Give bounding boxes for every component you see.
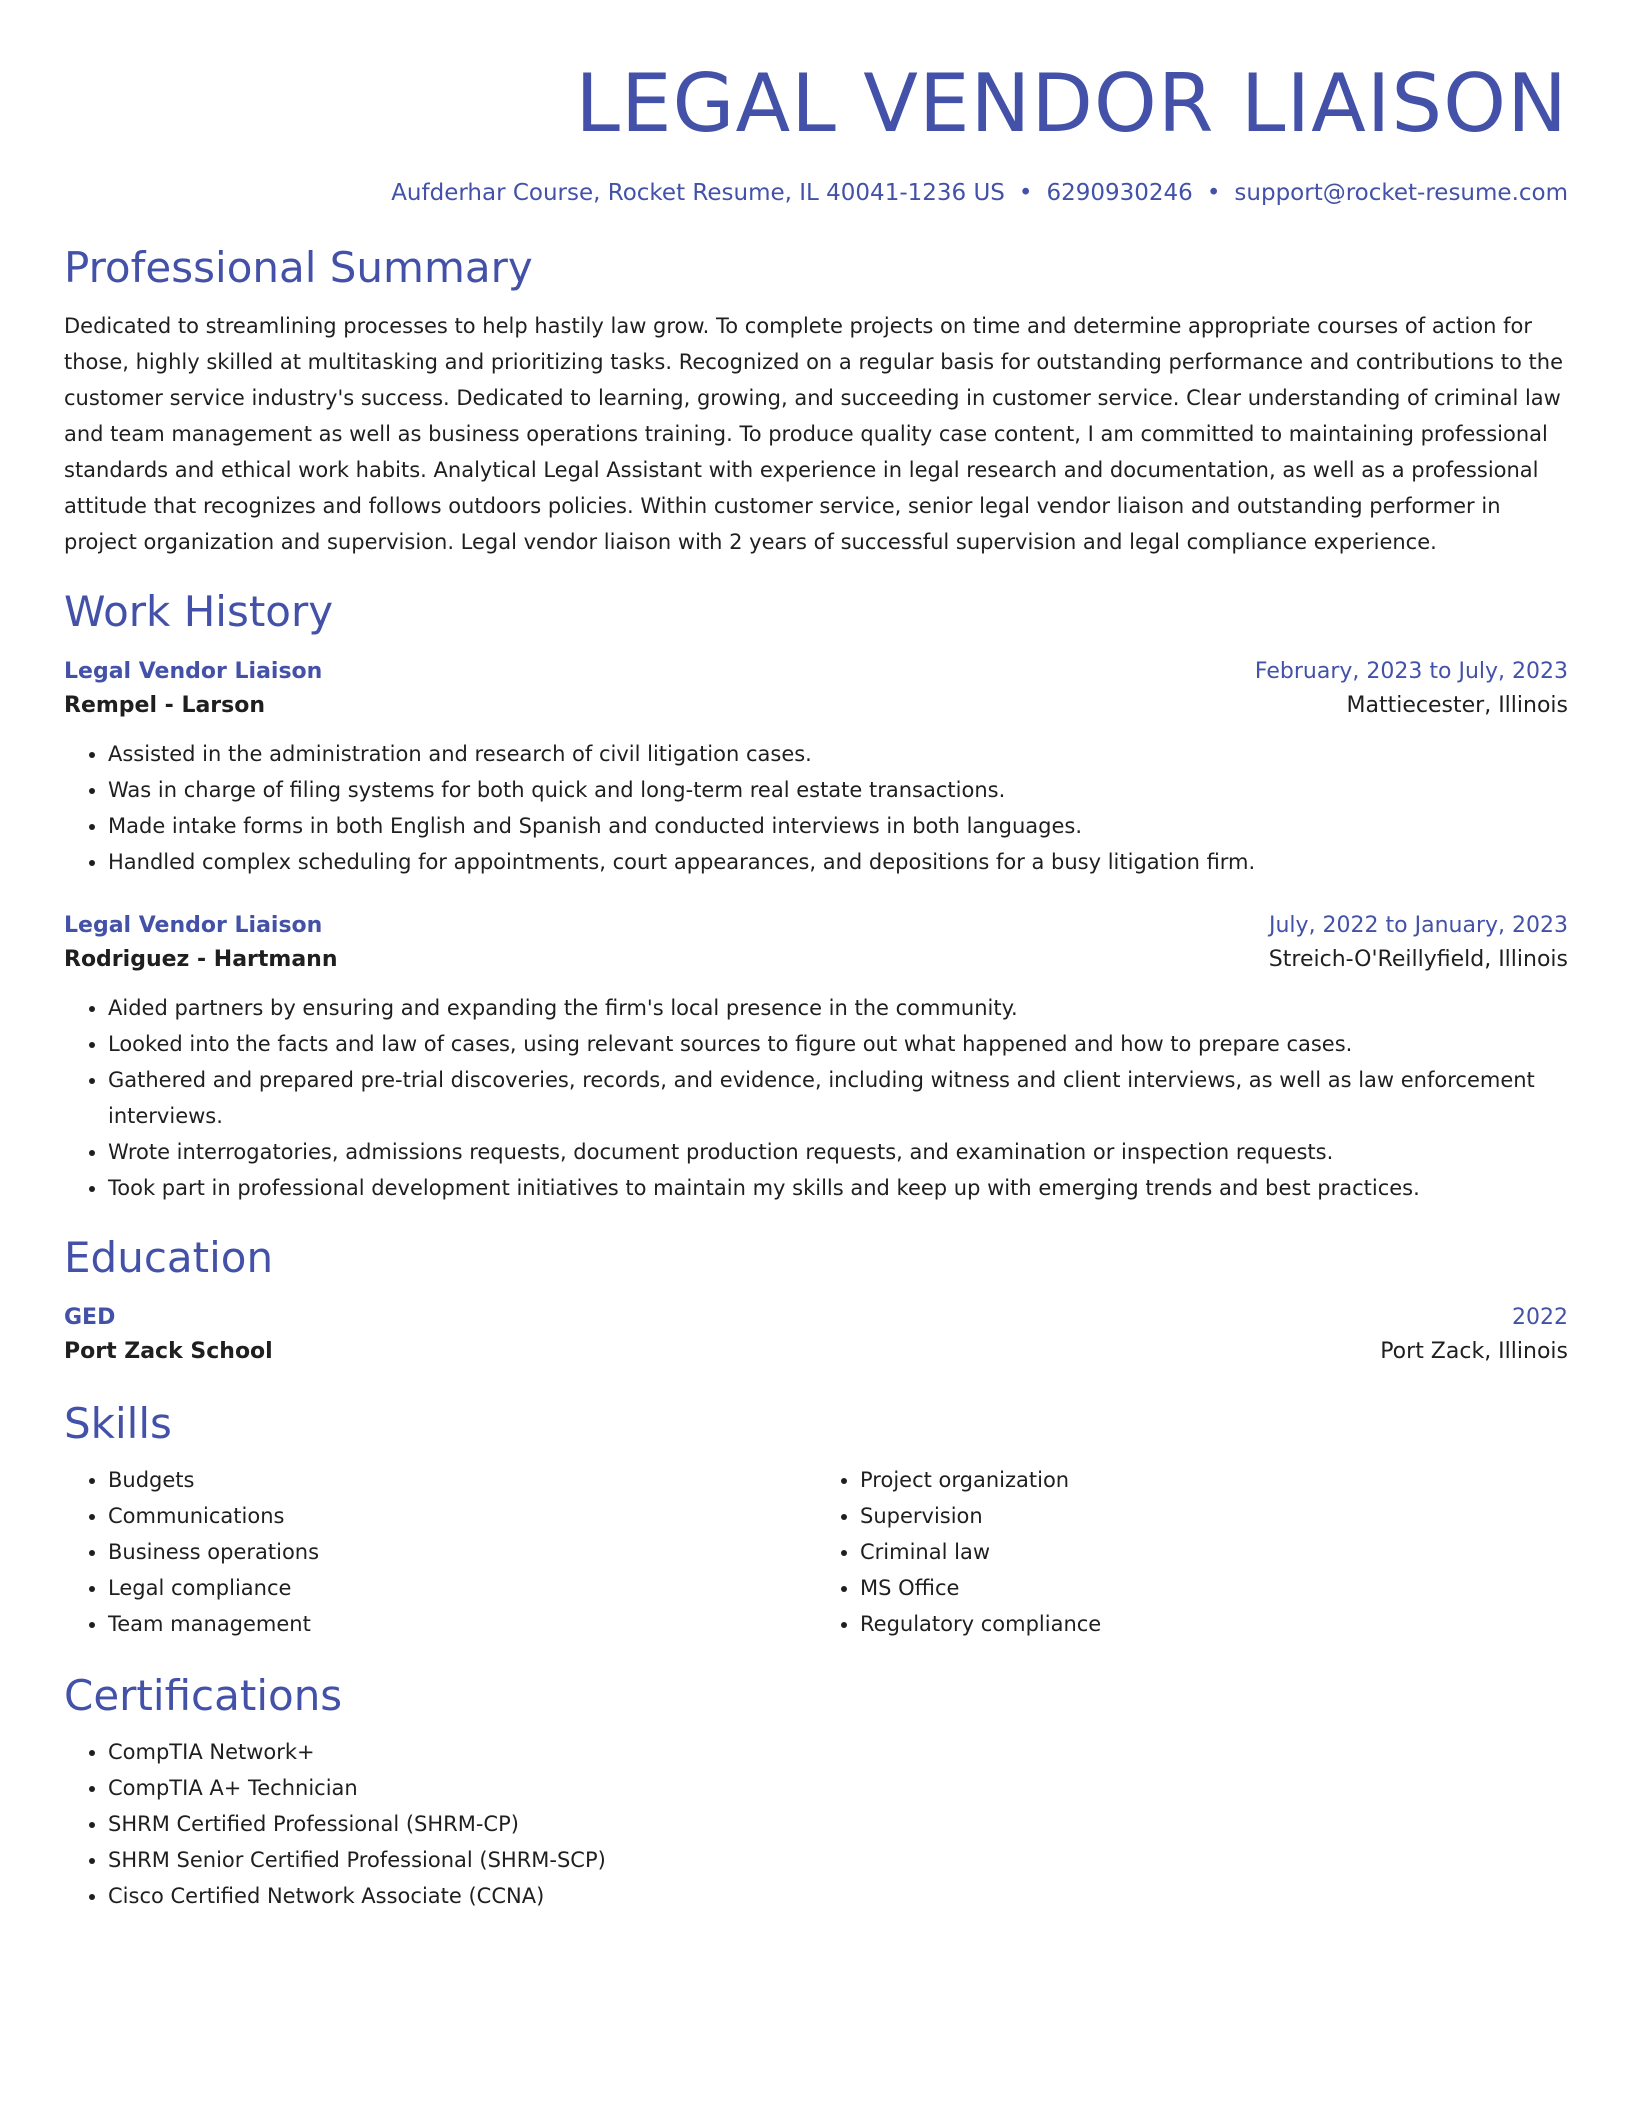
job-location: Streich-O'Reillyfield, Illinois [1268,947,1568,972]
education-year: 2022 [1512,1305,1568,1330]
job-bullet: • Wrote interrogatories, admissions requests, document production requests, and examination or inspection requests. [108,1134,1568,1170]
contact-separator: • [1206,180,1221,206]
job-dates: July, 2022 to January, 2023 [1269,913,1568,938]
skill-item: • Legal compliance [108,1570,816,1606]
job-dates: February, 2023 to July, 2023 [1254,659,1568,684]
certifications-list [64,1734,1568,1914]
job-entry [64,656,1568,880]
contact-email[interactable]: support@rocket-resume.com [1234,180,1568,206]
job-employer: Rempel - Larson [64,693,266,718]
education-school: Port Zack School [64,1339,273,1364]
resume-header [64,56,1568,208]
certification-item: • Cisco Certified Network Associate (CCNA) [108,1878,1568,1914]
skill-item: • Business operations [108,1534,816,1570]
job-location: Mattiecester, Illinois [1346,693,1568,718]
job-bullet: • Gathered and prepared pre-trial discoveries, records, and evidence, including witness and client interviews, as well as law enforcement interviews. [108,1062,1568,1134]
job-bullet: • Was in charge of filing systems for both quick and long-term real estate transactions. [108,772,1568,808]
skills-list-right [816,1462,1568,1642]
section-title-skills: Skills [64,1399,172,1448]
job-bullet: • Looked into the facts and law of cases, using relevant sources to figure out what happened and how to prepare cases. [108,1026,1568,1062]
summary-text: Dedicated to streamlining processes to help hastily law grow. To complete projects on time and determine appropriate courses of action for those, highly skilled at multitasking and prioritizing tasks. Recognized on a regular basis for outstanding performance and contributions to the customer service industry's success. Dedicated to learning, growing, and succeeding in customer service. Clear understanding of criminal law and team management as well as business operations training. To produce quality case content, I am committed to maintaining professional standards and ethical work habits. Analytical Legal Assistant with experience in legal research and documentation, as well as a professional attitude that recognizes and follows outdoors policies. Within customer service, senior legal vendor liaison and outstanding performer in project organization and supervision. Legal vendor liaison with 2 years of successful supervision and legal compliance experience. [64,314,1564,554]
job-entry [64,910,1568,1206]
certification-item: • CompTIA A+ Technician [108,1770,1568,1806]
skill-item: • Regulatory compliance [860,1606,1568,1642]
job-title: Legal Vendor Liaison [64,659,323,684]
candidate-name: LEGAL VENDOR LIAISON [575,57,1568,150]
skill-item: • Communications [108,1498,816,1534]
job-bullet: • Assisted in the administration and research of civil litigation cases. [108,736,1568,772]
skills-list-left [64,1462,816,1642]
job-bullets [64,736,1568,880]
job-header-row [64,910,1568,942]
section-title-education: Education [64,1233,274,1282]
section-title-work-history: Work History [64,587,334,636]
certification-item: • SHRM Senior Certified Professional (SHRM-SCP) [108,1842,1568,1878]
job-bullet: • Took part in professional development initiatives to maintain my skills and keep up with emerging trends and best practices. [108,1170,1568,1206]
education-school-row [64,1334,1568,1370]
contact-separator: • [1018,180,1033,206]
skill-item: • Project organization [860,1462,1568,1498]
skill-item: • Budgets [108,1462,816,1498]
education-location: Port Zack, Illinois [1380,1339,1568,1364]
education-entry [64,1302,1568,1370]
job-bullets [64,990,1568,1206]
education-degree: GED [64,1305,116,1330]
skill-item: • Criminal law [860,1534,1568,1570]
job-bullet: • Aided partners by ensuring and expanding the firm's local presence in the community. [108,990,1568,1026]
job-bullet: • Made intake forms in both English and Spanish and conducted interviews in both languages. [108,808,1568,844]
contact-line [64,178,1568,208]
job-title: Legal Vendor Liaison [64,913,323,938]
contact-phone[interactable]: 6290930246 [1046,180,1193,206]
job-employer: Rodriguez - Hartmann [64,947,338,972]
job-employer-row [64,942,1568,978]
certification-item: • CompTIA Network+ [108,1734,1568,1770]
skill-item: • MS Office [860,1570,1568,1606]
job-header-row [64,656,1568,688]
skills-grid [64,1462,1568,1642]
job-employer-row [64,688,1568,724]
skill-item: • Supervision [860,1498,1568,1534]
section-title-certifications: Certifications [64,1671,343,1720]
certification-item: • SHRM Certified Professional (SHRM-CP) [108,1806,1568,1842]
contact-address: Aufderhar Course, Rocket Resume, IL 40041-1236 US [391,180,1005,206]
skill-item: • Team management [108,1606,816,1642]
section-title-summary: Professional Summary [64,243,533,292]
job-bullet: • Handled complex scheduling for appointments, court appearances, and depositions for a busy litigation firm. [108,844,1568,880]
education-header-row [64,1302,1568,1334]
